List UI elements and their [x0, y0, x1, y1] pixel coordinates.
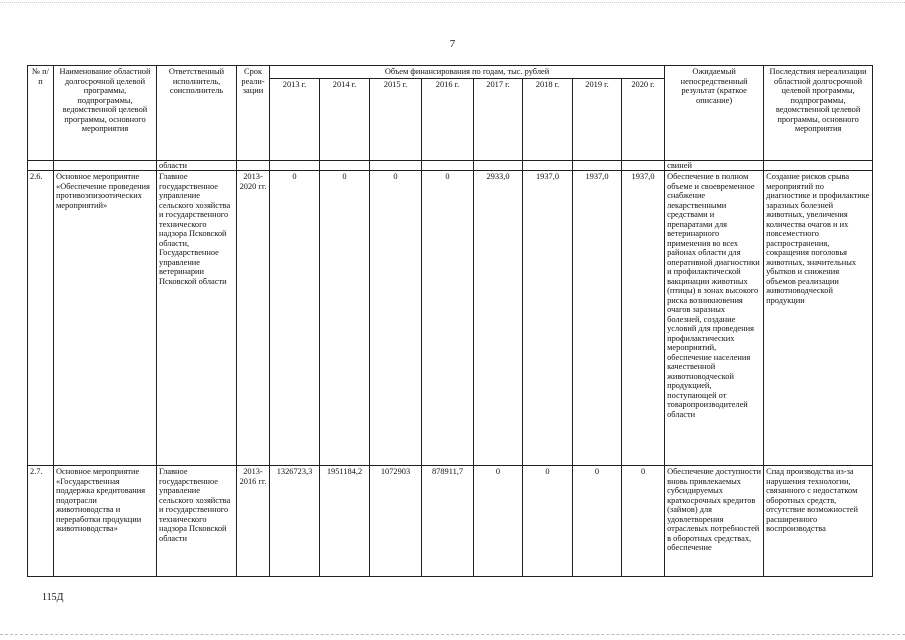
header-result: Ожидаемый непосредственный результат (краткое описание): [665, 66, 764, 161]
row-value: 0: [622, 466, 665, 577]
row-value: 0: [320, 171, 370, 466]
cell-empty: [320, 160, 370, 171]
row-value: 0: [523, 466, 573, 577]
header-consequences: Последствия нереализации областной долгосрочной целевой программы, подпрограммы, ведомственной целевой программы, основного мероприятия: [764, 66, 873, 161]
cell-empty: [28, 160, 54, 171]
row-consequences: Спад производства из-за нарушения технологии, связанного с недостатком оборотных средств, отсутствие возможностей расширенного воспроизводства: [764, 466, 873, 577]
header-year: 2013 г.: [270, 78, 320, 160]
row-value: 0: [422, 171, 474, 466]
program-table: [27, 65, 873, 577]
header-year: 2015 г.: [370, 78, 422, 160]
row-executor: Главное государственное управление сельского хозяйства и государственного технического надзора Псковской области: [157, 466, 237, 577]
cell-empty: [764, 160, 873, 171]
row-value: 1951184,2: [320, 466, 370, 577]
row-result: Обеспечение в полном объеме и своевременное снабжение лекарственными средствами и препаратами для ветеринарного применения во всех районах области для оперативной диагностики и профилактической вакцинации животных (птицы) в зонах высокого риска возникновения очагов заразных болезней, создание условий для проведения профилактических мероприятий, обеспечение населения качественной животноводческой продукцией, поступающей от товаропроизводителей области: [665, 171, 764, 466]
footer-code: 115Д: [42, 592, 64, 603]
row-value: 1937,0: [523, 171, 573, 466]
row-name: Основное мероприятие «Обеспечение проведения противоэпизоотических мероприятий»: [54, 171, 157, 466]
table-row: [28, 466, 873, 577]
row-result: Обеспечение доступности вновь привлекаемых субсидируемых краткосрочных кредитов (займов) для удовлетворения отраслевых потребностей в оборотных средствах, обеспечение: [665, 466, 764, 577]
cell-empty: [474, 160, 523, 171]
row-value: 2933,0: [474, 171, 523, 466]
cell-empty: [270, 160, 320, 171]
scan-bottom-edge: [0, 634, 905, 635]
header-year: 2018 г.: [523, 78, 573, 160]
row-period: 2013-2020 гг.: [237, 171, 270, 466]
continuation-executor: области: [157, 160, 237, 171]
row-value: 0: [573, 466, 622, 577]
row-value: 0: [270, 171, 320, 466]
row-num: 2.7.: [28, 466, 54, 577]
cell-empty: [573, 160, 622, 171]
header-executor: Ответственный исполнитель, соисполнитель: [157, 66, 237, 161]
page-number: 7: [449, 38, 456, 50]
header-num: № п/п: [28, 66, 54, 161]
header-funding-group: Объем финансирования по годам, тыс. рублей: [270, 66, 665, 79]
cell-empty: [523, 160, 573, 171]
scan-top-edge: [0, 2, 905, 3]
row-value: 1326723,3: [270, 466, 320, 577]
header-name: Наименование областной долгосрочной целевой программы, подпрограммы, ведомственной целевой программы, основного мероприятия: [54, 66, 157, 161]
continuation-result: свиней: [665, 160, 764, 171]
cell-empty: [54, 160, 157, 171]
table-row: [28, 171, 873, 466]
row-value: 878911,7: [422, 466, 474, 577]
cell-empty: [237, 160, 270, 171]
cell-empty: [622, 160, 665, 171]
row-consequences: Создание рисков срыва мероприятий по диагностике и профилактике заразных болезней животных, увеличения количества очагов и их повсеместного распространения, сокращения поголовья животных, значительных убытков и снижения объемов реализации животноводческой продукции: [764, 171, 873, 466]
continuation-row: [28, 160, 873, 171]
row-executor: Главное государственное управление сельского хозяйства и государственного технического надзора Псковской области, Государственное управление ветеринарии Псковской области: [157, 171, 237, 466]
header-year: 2017 г.: [474, 78, 523, 160]
row-name: Основное мероприятие «Государственная поддержка кредитования подотрасли животноводства и переработки продукции животноводства»: [54, 466, 157, 577]
header-period: Срок реали-зации: [237, 66, 270, 161]
row-value: 0: [370, 171, 422, 466]
header-year: 2016 г.: [422, 78, 474, 160]
row-period: 2013-2016 гг.: [237, 466, 270, 577]
row-value: 1937,0: [622, 171, 665, 466]
header-year: 2019 г.: [573, 78, 622, 160]
header-year: 2014 г.: [320, 78, 370, 160]
row-num: 2.6.: [28, 171, 54, 466]
row-value: 0: [474, 466, 523, 577]
cell-empty: [422, 160, 474, 171]
header-row-1: [28, 66, 873, 79]
header-year: 2020 г.: [622, 78, 665, 160]
cell-empty: [370, 160, 422, 171]
row-value: 1072903: [370, 466, 422, 577]
row-value: 1937,0: [573, 171, 622, 466]
